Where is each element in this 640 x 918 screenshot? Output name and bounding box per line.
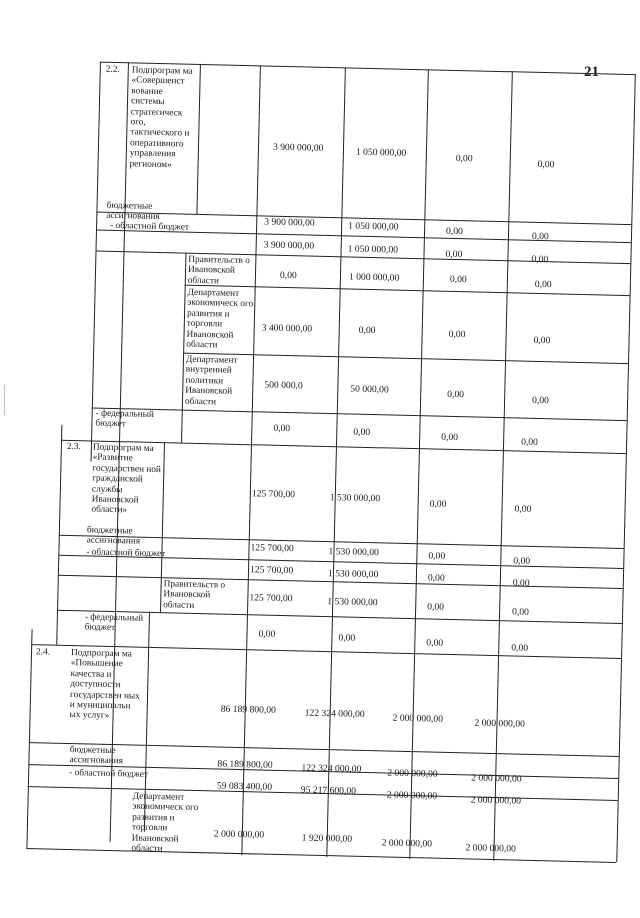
row-name: - областной бюджет [69, 768, 149, 780]
value-cell: 0,00 [428, 550, 446, 562]
value-cell: 0,00 [520, 436, 539, 448]
value-cell: 0,00 [531, 253, 549, 266]
value-cell: 86 189 800,00 [217, 758, 273, 771]
value-cell: 0,00 [448, 328, 466, 341]
value-cell: 1 050 000,00 [347, 243, 399, 256]
row-name: - федеральный бюджет [95, 408, 155, 430]
value-cell: 122 324 000,00 [301, 762, 362, 775]
value-cell: 0,00 [531, 230, 549, 243]
value-cell: 0,00 [358, 324, 376, 337]
value-cell: 0,00 [511, 606, 530, 618]
value-cell: 0,00 [455, 152, 473, 165]
col-separator [409, 69, 429, 859]
value-cell: 2 000 000,00 [471, 772, 522, 785]
value-cell: 125 700,00 [251, 488, 296, 501]
value-cell: 2 000 000,00 [392, 712, 444, 725]
executor-name: Департамент экономическ ого развития и торговли Ивановской области [186, 287, 254, 351]
value-cell: 3 900 000,00 [263, 239, 315, 252]
executor-name: Департамент внутренней политики Ивановской области [184, 354, 238, 408]
value-cell: 0,00 [441, 431, 459, 444]
value-cell: 0,00 [338, 632, 356, 644]
row-name: Подпрограм ма «Совершенст вование системы стратегическ ого, тактического и оперативного управления регионом» [129, 65, 193, 170]
value-cell: 1 530 000,00 [327, 568, 379, 581]
value-cell: 2 000 000,00 [465, 842, 517, 855]
col-separator [241, 65, 261, 855]
value-cell: 125 700,00 [249, 564, 294, 577]
value-cell: 500 000,0 [264, 379, 303, 392]
executor-name: Департамент экономическ ого развития и торговли Ивановской области [131, 791, 199, 855]
value-cell: 0,00 [353, 426, 371, 439]
value-cell: 0,00 [512, 577, 530, 589]
value-cell: 0,00 [534, 278, 552, 291]
row-name: бюджетные ассигнования [86, 525, 141, 548]
value-cell: 0,00 [429, 498, 447, 510]
executor-name: Правительств о Ивановской области [187, 254, 250, 287]
value-cell: 3 900 000,00 [264, 216, 315, 229]
table-right-border [616, 74, 636, 862]
value-cell: 0,00 [273, 422, 291, 435]
row-name: бюджетные ассигнования [106, 200, 160, 223]
value-cell: 3 400 000,00 [261, 322, 313, 335]
page-number: 21 [584, 64, 599, 80]
value-cell: 0,00 [445, 225, 463, 238]
value-cell: 0,00 [427, 601, 445, 613]
value-cell: 0,00 [427, 572, 445, 584]
value-cell: 86 189 800,00 [220, 703, 277, 716]
row-name: - областной бюджет [86, 547, 166, 560]
value-cell: 0,00 [514, 503, 532, 515]
value-cell: 3 900 000,00 [272, 141, 324, 154]
value-cell: 1 000 000,00 [348, 271, 400, 284]
value-cell: 0,00 [513, 555, 531, 567]
value-cell: 0,00 [258, 628, 276, 640]
value-cell: 0,00 [533, 334, 551, 347]
row-name: - федеральный бюджет [84, 612, 144, 634]
value-cell: 1 050 000,00 [355, 146, 407, 159]
row-name: - областной бюджет [109, 220, 190, 233]
value-cell: 2 000 000,00 [470, 794, 522, 807]
row-name: бюджетные ассигнования [69, 745, 124, 767]
value-cell: 122 324 000,00 [304, 707, 365, 720]
row-name: Подпрограм ма «Повышение качества и доступности государствен ных и муниципальн ых услуг» [69, 648, 141, 722]
value-cell: 0,00 [449, 273, 467, 286]
value-cell: 0,00 [445, 248, 463, 261]
value-cell: 125 700,00 [250, 542, 294, 555]
value-cell: 2 000 000,00 [213, 828, 265, 841]
row-name: Подпрограм ма «Развитие государствен ной гражданской службы Ивановской области» [91, 442, 162, 516]
col-separator [326, 67, 346, 857]
value-cell: 95 217 600,00 [300, 784, 357, 797]
value-cell: 0,00 [531, 394, 550, 407]
value-cell: 59 083 400,00 [216, 780, 273, 793]
value-cell: 2 000 000,00 [474, 717, 525, 730]
row-number: 2.2. [105, 64, 120, 76]
value-cell: 0,00 [426, 637, 444, 649]
row-number: 2.4. [35, 647, 51, 658]
value-cell: 0,00 [537, 158, 555, 171]
row-number: 2.3. [66, 441, 81, 453]
value-cell: 1 530 000,00 [327, 596, 378, 609]
value-cell: 50 000,00 [350, 383, 389, 396]
value-cell: 0,00 [279, 269, 297, 282]
value-cell: 0,00 [511, 642, 529, 654]
executor-name: Правительств о Ивановской области [163, 579, 226, 611]
value-cell: 1 530 000,00 [329, 492, 381, 505]
value-cell: 125 700,00 [249, 592, 293, 605]
value-cell: 2 000 000,00 [387, 767, 438, 780]
table-left-border [91, 62, 101, 462]
value-cell: 0,00 [447, 388, 465, 401]
value-cell: 2 000 000,00 [381, 837, 433, 850]
table-bottom-border [26, 848, 616, 863]
value-cell: 1 920 000,00 [301, 832, 353, 845]
value-cell: 1 050 000,00 [348, 220, 399, 233]
col-separator [493, 71, 513, 861]
value-cell: 2 000 000,00 [386, 789, 438, 802]
value-cell: 1 530 000,00 [328, 546, 379, 559]
table-left-border [26, 629, 32, 849]
